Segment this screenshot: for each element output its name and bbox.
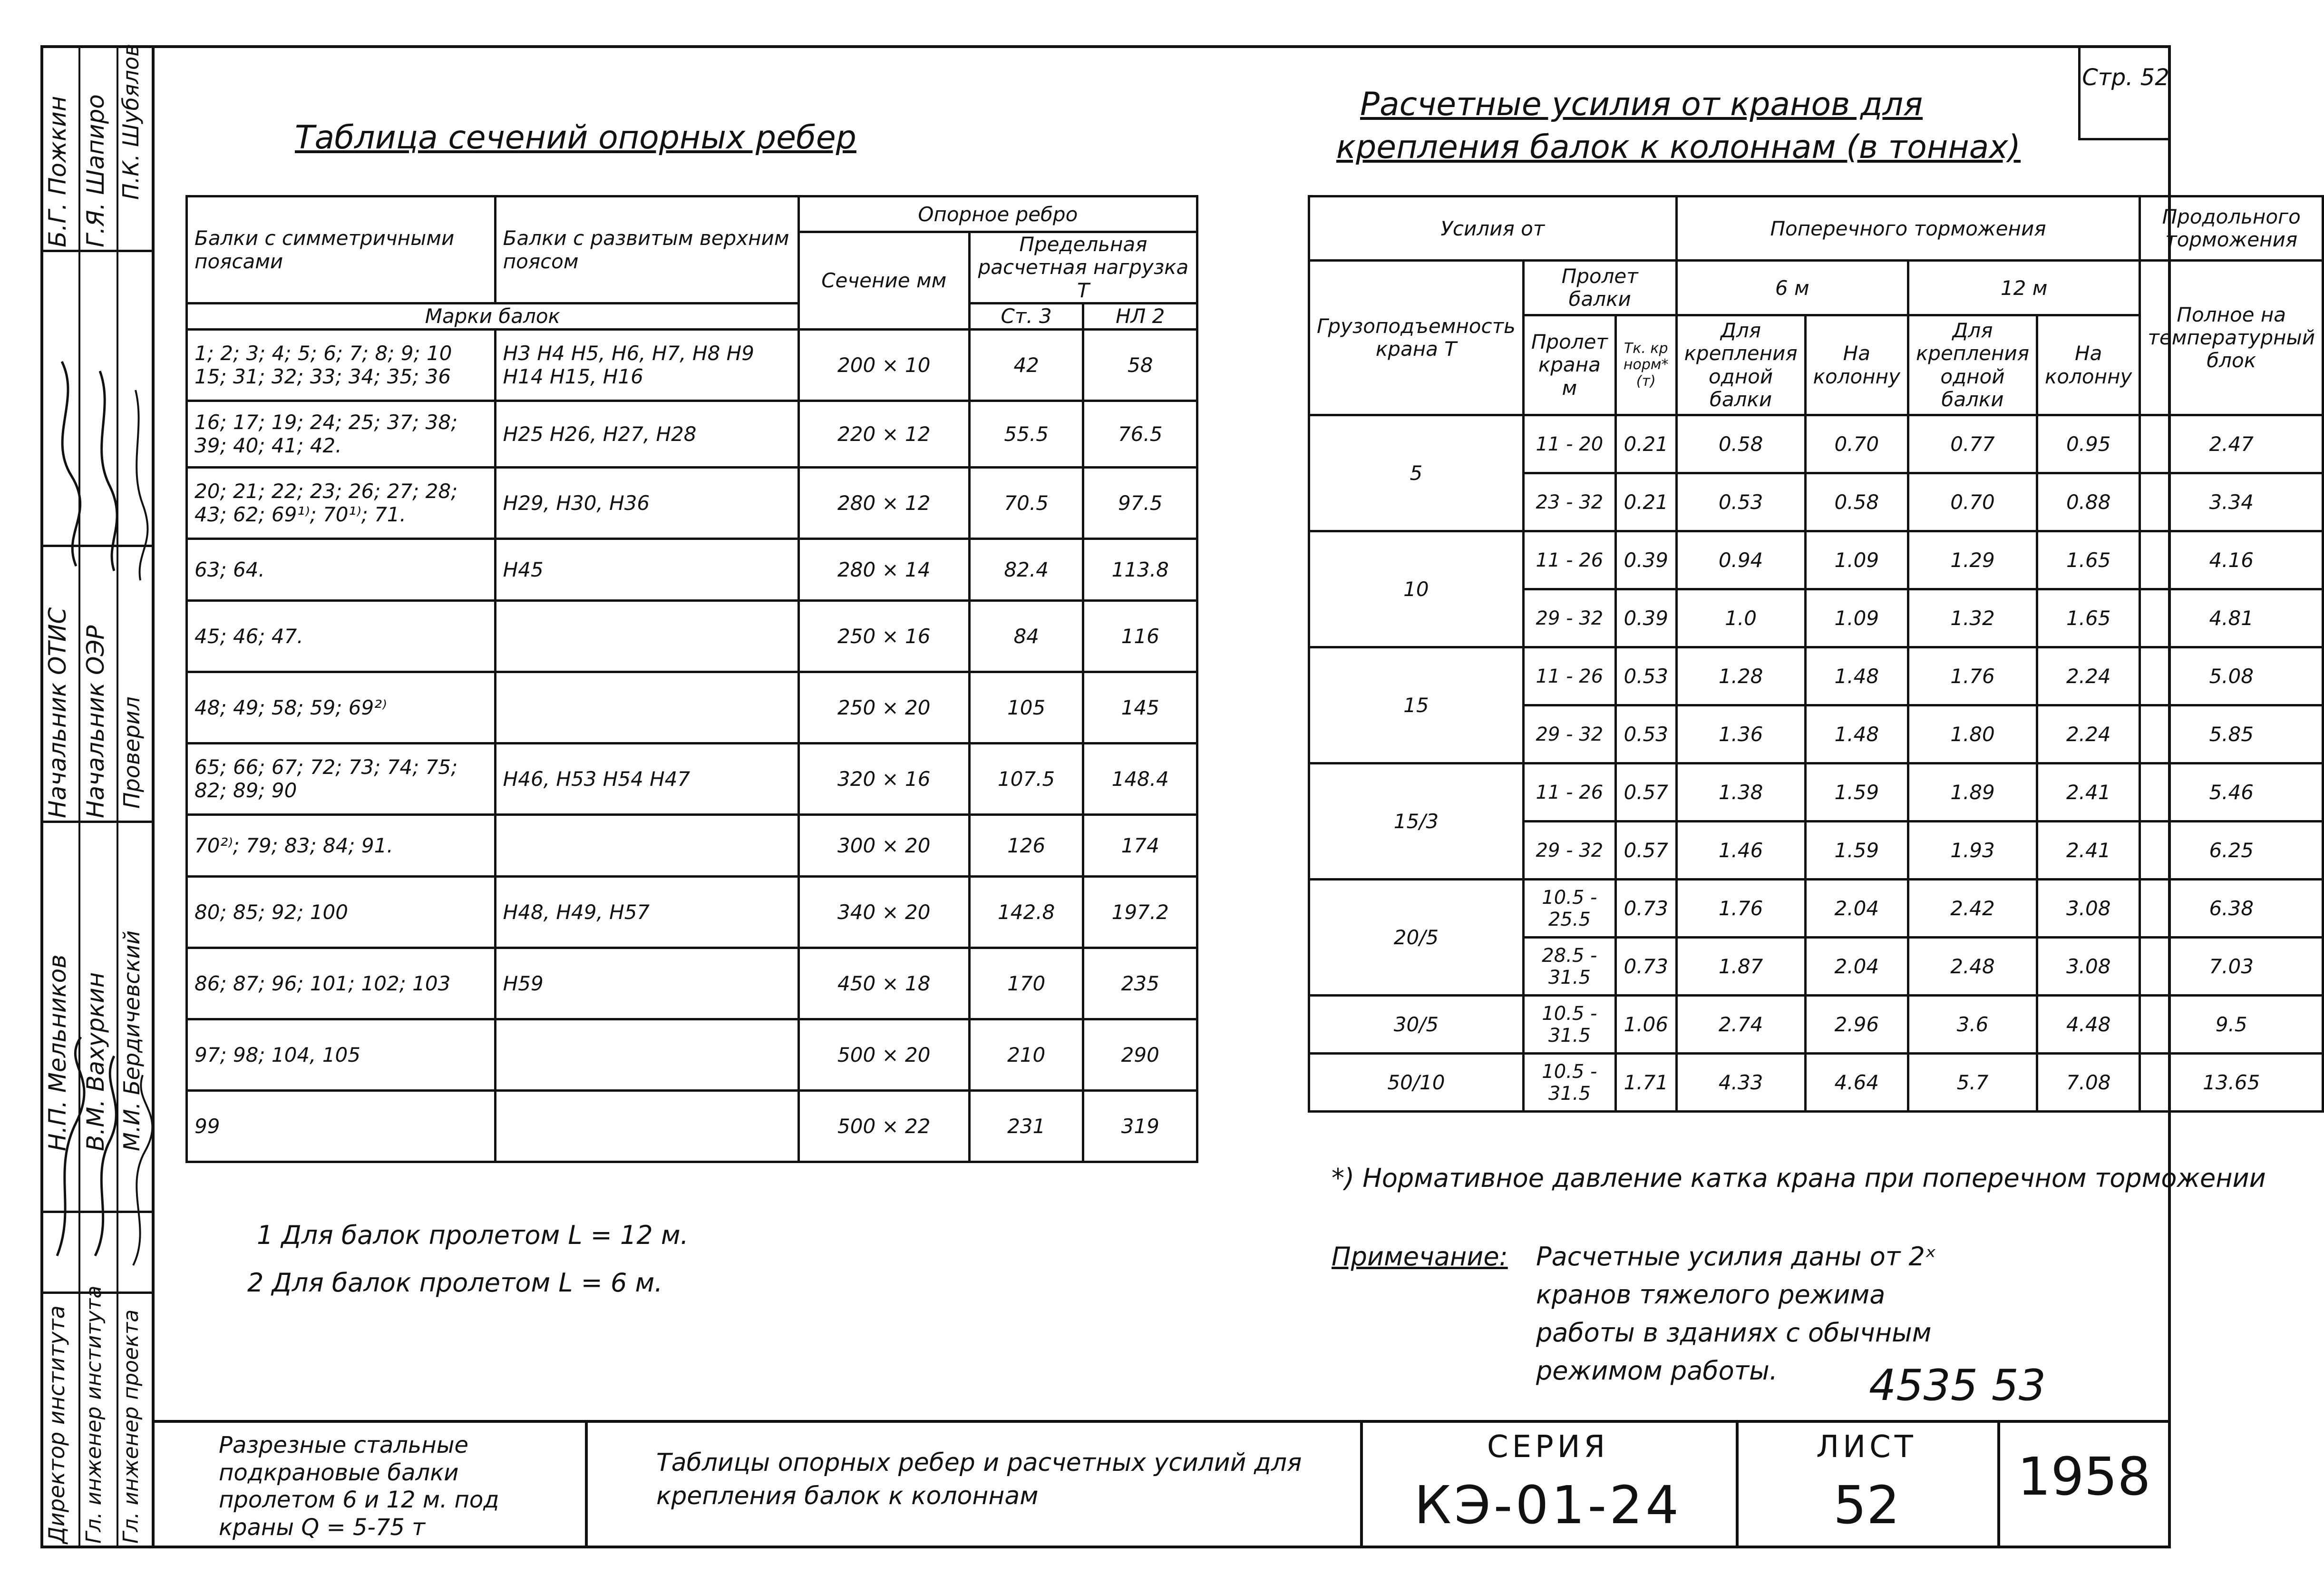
table-row [187, 1090, 1197, 1162]
table-row [187, 600, 1197, 672]
cell-nl2: 197.2 [1083, 876, 1197, 948]
cell-sym: 70²⁾; 79; 83; 84; 91. [187, 814, 496, 876]
cell-c: 0.77 [1908, 415, 2037, 473]
cell-sec: 320 × 16 [798, 743, 969, 814]
cell-span: 10.5 - 25.5 [1523, 880, 1615, 938]
left-footnote-1: 1 Для балок пролетом L = 12 м. [257, 1220, 689, 1250]
cell-t: 0.21 [1615, 473, 1676, 531]
header-span-crane: Пролет крана м [1523, 315, 1615, 415]
cell-c: 1.89 [1908, 763, 2037, 822]
cell-c: 1.29 [1908, 531, 2037, 589]
cell-sym: 97; 98; 104, 105 [187, 1019, 496, 1090]
cell-t: 0.21 [1615, 415, 1676, 473]
remark-text-2: кранов тяжелого режима [1536, 1280, 1886, 1310]
cell-sec: 280 × 14 [798, 538, 969, 600]
cell-span: 23 - 32 [1523, 473, 1615, 531]
cell-d: 4.48 [2037, 996, 2140, 1054]
table-row [187, 672, 1197, 743]
cell-nl2: 145 [1083, 672, 1197, 743]
table-row [187, 1019, 1197, 1090]
cell-span: 10.5 - 31.5 [1523, 996, 1615, 1054]
cell-a: 0.58 [1676, 415, 1805, 473]
cell-b: 1.59 [1805, 763, 1908, 822]
cell-st3: 70.5 [969, 467, 1083, 538]
cell-st3: 42 [969, 329, 1083, 401]
cell-nl2: 97.5 [1083, 467, 1197, 538]
cell-c: 3.6 [1908, 996, 2037, 1054]
header-tnorm: Тк. кр норм* (т) [1615, 315, 1676, 415]
cell-capacity: 30/5 [1309, 996, 1524, 1054]
series-value: КЭ-01-24 [1414, 1475, 1682, 1536]
cell-capacity: 15 [1309, 647, 1524, 763]
cell-sym: 86; 87; 96; 101; 102; 103 [187, 948, 496, 1019]
cell-b: 1.48 [1805, 647, 1908, 705]
cell-sec: 300 × 20 [798, 814, 969, 876]
cell-c: 1.93 [1908, 822, 2037, 880]
cell-d: 0.95 [2037, 415, 2140, 473]
left-table-title: Таблица сечений опорных ребер [295, 119, 856, 157]
header-one-beam-6: Для крепления одной балки [1676, 315, 1805, 415]
stamp-role-2: Начальник ОЭР [82, 625, 109, 818]
cell-a: 1.76 [1676, 880, 1805, 938]
cell-dev [495, 1090, 798, 1162]
remark-text-3: работы в зданиях с обычным [1536, 1318, 1932, 1348]
stamp-role-bottom-1: Директор института [44, 1305, 69, 1544]
cell-d: 7.08 [2037, 1054, 2140, 1112]
cell-capacity: 50/10 [1309, 1054, 1524, 1112]
cell-e: 5.85 [2140, 705, 2323, 763]
cell-sym: 1; 2; 3; 4; 5; 6; 7; 8; 9; 10 15; 31; 32; 33; 34; 35; 36 [187, 329, 496, 401]
cell-t: 0.73 [1615, 938, 1676, 996]
cell-b: 2.04 [1805, 880, 1908, 938]
sheet-value: 52 [1833, 1475, 1900, 1536]
cell-a: 0.53 [1676, 473, 1805, 531]
cell-sym: 48; 49; 58; 59; 69²⁾ [187, 672, 496, 743]
stamp-person-low-1: Н.П. Мельников [44, 954, 71, 1151]
header-one-beam-12: Для крепления одной балки [1908, 315, 2037, 415]
cell-dev: Н46, Н53 Н54 Н47 [495, 743, 798, 814]
cell-e: 6.38 [2140, 880, 2323, 938]
cell-b: 0.58 [1805, 473, 1908, 531]
cell-c: 5.7 [1908, 1054, 2037, 1112]
cell-d: 2.24 [2037, 705, 2140, 763]
cell-b: 1.09 [1805, 531, 1908, 589]
header-full: Полное на температурный блок [2140, 261, 2323, 415]
star-note: *) Нормативное давление катка крана при поперечном торможении [1332, 1163, 2266, 1193]
cell-a: 1.28 [1676, 647, 1805, 705]
cell-b: 2.96 [1805, 996, 1908, 1054]
cell-a: 1.46 [1676, 822, 1805, 880]
cell-e: 2.47 [2140, 415, 2323, 473]
cell-sym: 16; 17; 19; 24; 25; 37; 38; 39; 40; 41; 42. [187, 401, 496, 467]
header-limit-load: Предельная расчетная нагрузка Т [969, 232, 1197, 303]
header-nl2: НЛ 2 [1083, 303, 1197, 329]
cell-a: 2.74 [1676, 996, 1805, 1054]
cell-b: 1.48 [1805, 705, 1908, 763]
cell-st3: 126 [969, 814, 1083, 876]
stamp-person-3: П.К. Шубялов [118, 43, 144, 200]
cell-st3: 170 [969, 948, 1083, 1019]
cell-sym: 63; 64. [187, 538, 496, 600]
table-row [1309, 647, 2323, 705]
cell-d: 3.08 [2037, 938, 2140, 996]
table-row [187, 814, 1197, 876]
header-column-12: На колонну [2037, 315, 2140, 415]
cell-t: 0.53 [1615, 647, 1676, 705]
cell-a: 4.33 [1676, 1054, 1805, 1112]
title-block-subject: Разрезные стальные подкрановые балки пролетом 6 и 12 м. под краны Q = 5-75 т [219, 1432, 499, 1541]
cell-sec: 280 × 12 [798, 467, 969, 538]
cell-span: 29 - 32 [1523, 822, 1615, 880]
header-longitudinal: Продольного торможения [2140, 196, 2323, 261]
header-six: 6 м [1676, 261, 1908, 315]
header-column-6: На колонну [1805, 315, 1908, 415]
cell-c: 1.32 [1908, 589, 2037, 647]
cell-c: 1.80 [1908, 705, 2037, 763]
cell-nl2: 148.4 [1083, 743, 1197, 814]
header-section: Сечение мм [798, 232, 969, 330]
cell-sym: 20; 21; 22; 23; 26; 27; 28; 43; 62; 69¹⁾; 70¹⁾; 71. [187, 467, 496, 538]
cell-sec: 450 × 18 [798, 948, 969, 1019]
stamp-role-bottom-3: Гл. инженер проекта [119, 1309, 143, 1544]
cell-c: 2.42 [1908, 880, 2037, 938]
year-value: 1958 [2017, 1446, 2151, 1507]
cell-st3: 82.4 [969, 538, 1083, 600]
cell-b: 1.09 [1805, 589, 1908, 647]
remark-text-4: режимом работы. [1536, 1356, 1778, 1386]
cell-a: 0.94 [1676, 531, 1805, 589]
cell-nl2: 58 [1083, 329, 1197, 401]
cell-st3: 210 [969, 1019, 1083, 1090]
cell-d: 1.65 [2037, 531, 2140, 589]
table-row [187, 329, 1197, 401]
cell-t: 0.39 [1615, 531, 1676, 589]
cell-d: 3.08 [2037, 880, 2140, 938]
cell-t: 1.06 [1615, 996, 1676, 1054]
right-table-title-1: Расчетные усилия от кранов для [1360, 86, 1923, 123]
cell-nl2: 76.5 [1083, 401, 1197, 467]
cell-span: 11 - 26 [1523, 763, 1615, 822]
stamp-role-3: Проверил [119, 696, 145, 809]
cell-sym: 65; 66; 67; 72; 73; 74; 75; 82; 89; 90 [187, 743, 496, 814]
cell-dev: Н45 [495, 538, 798, 600]
table-row [187, 876, 1197, 948]
table-row [1309, 415, 2323, 473]
cell-dev: Н25 Н26, Н27, Н28 [495, 401, 798, 467]
stamp-role-bottom-2: Гл. инженер института [82, 1285, 106, 1544]
cell-e: 6.25 [2140, 822, 2323, 880]
table-row [1309, 531, 2323, 589]
cell-t: 0.73 [1615, 880, 1676, 938]
table-row [1309, 1054, 2323, 1112]
cell-d: 0.88 [2037, 473, 2140, 531]
cell-e: 3.34 [2140, 473, 2323, 531]
cell-span: 29 - 32 [1523, 589, 1615, 647]
header-rib: Опорное ребро [798, 196, 1197, 232]
remark-label: Примечание: [1332, 1242, 1508, 1272]
stamp-person-low-3: М.И. Бердичевский [119, 930, 145, 1151]
cell-e: 5.46 [2140, 763, 2323, 822]
cell-e: 9.5 [2140, 996, 2323, 1054]
cell-t: 1.71 [1615, 1054, 1676, 1112]
cell-c: 2.48 [1908, 938, 2037, 996]
cell-sec: 200 × 10 [798, 329, 969, 401]
cell-nl2: 113.8 [1083, 538, 1197, 600]
cell-t: 0.57 [1615, 822, 1676, 880]
cell-nl2: 174 [1083, 814, 1197, 876]
cell-d: 2.24 [2037, 647, 2140, 705]
header-span-beam: Пролет балки [1523, 261, 1676, 315]
left-footnote-2: 2 Для балок пролетом L = 6 м. [247, 1268, 663, 1298]
table-row [187, 948, 1197, 1019]
cell-a: 1.36 [1676, 705, 1805, 763]
cell-capacity: 15/3 [1309, 763, 1524, 880]
cell-d: 2.41 [2037, 822, 2140, 880]
sheet-label: ЛИСТ [1816, 1429, 1917, 1465]
cell-c: 1.76 [1908, 647, 2037, 705]
signatures-lower [43, 1027, 152, 1275]
header-st3: Ст. 3 [969, 303, 1083, 329]
header-transverse: Поперечного торможения [1676, 196, 2140, 261]
table-row [1309, 996, 2323, 1054]
cell-b: 2.04 [1805, 938, 1908, 996]
cell-dev [495, 672, 798, 743]
cell-span: 10.5 - 31.5 [1523, 1054, 1615, 1112]
cell-sec: 220 × 12 [798, 401, 969, 467]
cell-st3: 105 [969, 672, 1083, 743]
cell-span: 11 - 26 [1523, 531, 1615, 589]
cell-dev [495, 1019, 798, 1090]
cell-sym: 80; 85; 92; 100 [187, 876, 496, 948]
stamp-role-1: Начальник ОТИС [44, 607, 71, 818]
cell-st3: 107.5 [969, 743, 1083, 814]
cell-sec: 500 × 22 [798, 1090, 969, 1162]
cell-sec: 250 × 16 [798, 600, 969, 672]
cell-sec: 500 × 20 [798, 1019, 969, 1090]
cell-e: 4.16 [2140, 531, 2323, 589]
cell-span: 11 - 20 [1523, 415, 1615, 473]
cell-b: 1.59 [1805, 822, 1908, 880]
cell-e: 4.81 [2140, 589, 2323, 647]
cell-b: 4.64 [1805, 1054, 1908, 1112]
cell-nl2: 290 [1083, 1019, 1197, 1090]
signatures-upper [43, 342, 152, 771]
cell-sec: 250 × 20 [798, 672, 969, 743]
cell-span: 29 - 32 [1523, 705, 1615, 763]
table-row [187, 538, 1197, 600]
cell-nl2: 319 [1083, 1090, 1197, 1162]
cell-st3: 55.5 [969, 401, 1083, 467]
stamp-person-1: Б.Г. Пожкин [44, 96, 71, 247]
cell-b: 0.70 [1805, 415, 1908, 473]
cell-span: 28.5 - 31.5 [1523, 938, 1615, 996]
table-row [187, 467, 1197, 538]
cell-dev: Н3 Н4 Н5, Н6, Н7, Н8 Н9 Н14 Н15, Н16 [495, 329, 798, 401]
cell-dev: Н48, Н49, Н57 [495, 876, 798, 948]
cell-a: 1.38 [1676, 763, 1805, 822]
cell-e: 5.08 [2140, 647, 2323, 705]
header-developed: Балки с развитым верхним поясом [495, 196, 798, 303]
cell-capacity: 10 [1309, 531, 1524, 647]
cell-a: 1.0 [1676, 589, 1805, 647]
cell-a: 1.87 [1676, 938, 1805, 996]
table-row [187, 401, 1197, 467]
remark-text-1: Расчетные усилия даны от 2ˣ [1536, 1242, 1936, 1272]
cell-t: 0.57 [1615, 763, 1676, 822]
header-efforts-from: Усилия от [1309, 196, 1677, 261]
cell-sym: 99 [187, 1090, 496, 1162]
page-label: Стр. 52 [2078, 45, 2171, 140]
cell-nl2: 235 [1083, 948, 1197, 1019]
cell-sym: 45; 46; 47. [187, 600, 496, 672]
title-block-sheet-title: Таблицы опорных ребер и расчетных усилий для крепления балок к колоннам [656, 1448, 1302, 1511]
table-row [187, 743, 1197, 814]
crane-forces-table [1308, 195, 2324, 1113]
title-block-top-line [155, 1420, 2171, 1423]
table-row [1309, 880, 2323, 938]
cell-capacity: 20/5 [1309, 880, 1524, 996]
cell-sec: 340 × 20 [798, 876, 969, 948]
header-capacity: Грузоподъемность крана Т [1309, 261, 1524, 415]
cell-dev [495, 600, 798, 672]
cell-nl2: 116 [1083, 600, 1197, 672]
doc-number: 4535 53 [1869, 1360, 2046, 1410]
stamp-person-low-2: В.М. Вахуркин [82, 972, 109, 1151]
cell-d: 2.41 [2037, 763, 2140, 822]
cell-dev: Н59 [495, 948, 798, 1019]
series-label: СЕРИЯ [1487, 1429, 1609, 1465]
cell-capacity: 5 [1309, 415, 1524, 531]
cell-t: 0.53 [1615, 705, 1676, 763]
cell-st3: 142.8 [969, 876, 1083, 948]
header-symmetric: Балки с симметричными поясами [187, 196, 496, 303]
cell-dev: Н29, Н30, Н36 [495, 467, 798, 538]
header-marks: Марки балок [187, 303, 799, 329]
cell-d: 1.65 [2037, 589, 2140, 647]
right-table-title-2: крепления балок к колоннам (в тоннах) [1336, 128, 2021, 166]
table-row [1309, 763, 2323, 822]
cell-span: 11 - 26 [1523, 647, 1615, 705]
support-ribs-table [185, 195, 1198, 1163]
cell-dev [495, 814, 798, 876]
cell-c: 0.70 [1908, 473, 2037, 531]
cell-t: 0.39 [1615, 589, 1676, 647]
stamp-person-2: Г.Я. Шапиро [82, 94, 109, 247]
cell-st3: 231 [969, 1090, 1083, 1162]
cell-e: 13.65 [2140, 1054, 2323, 1112]
cell-e: 7.03 [2140, 938, 2323, 996]
header-twelve: 12 м [1908, 261, 2139, 315]
cell-st3: 84 [969, 600, 1083, 672]
